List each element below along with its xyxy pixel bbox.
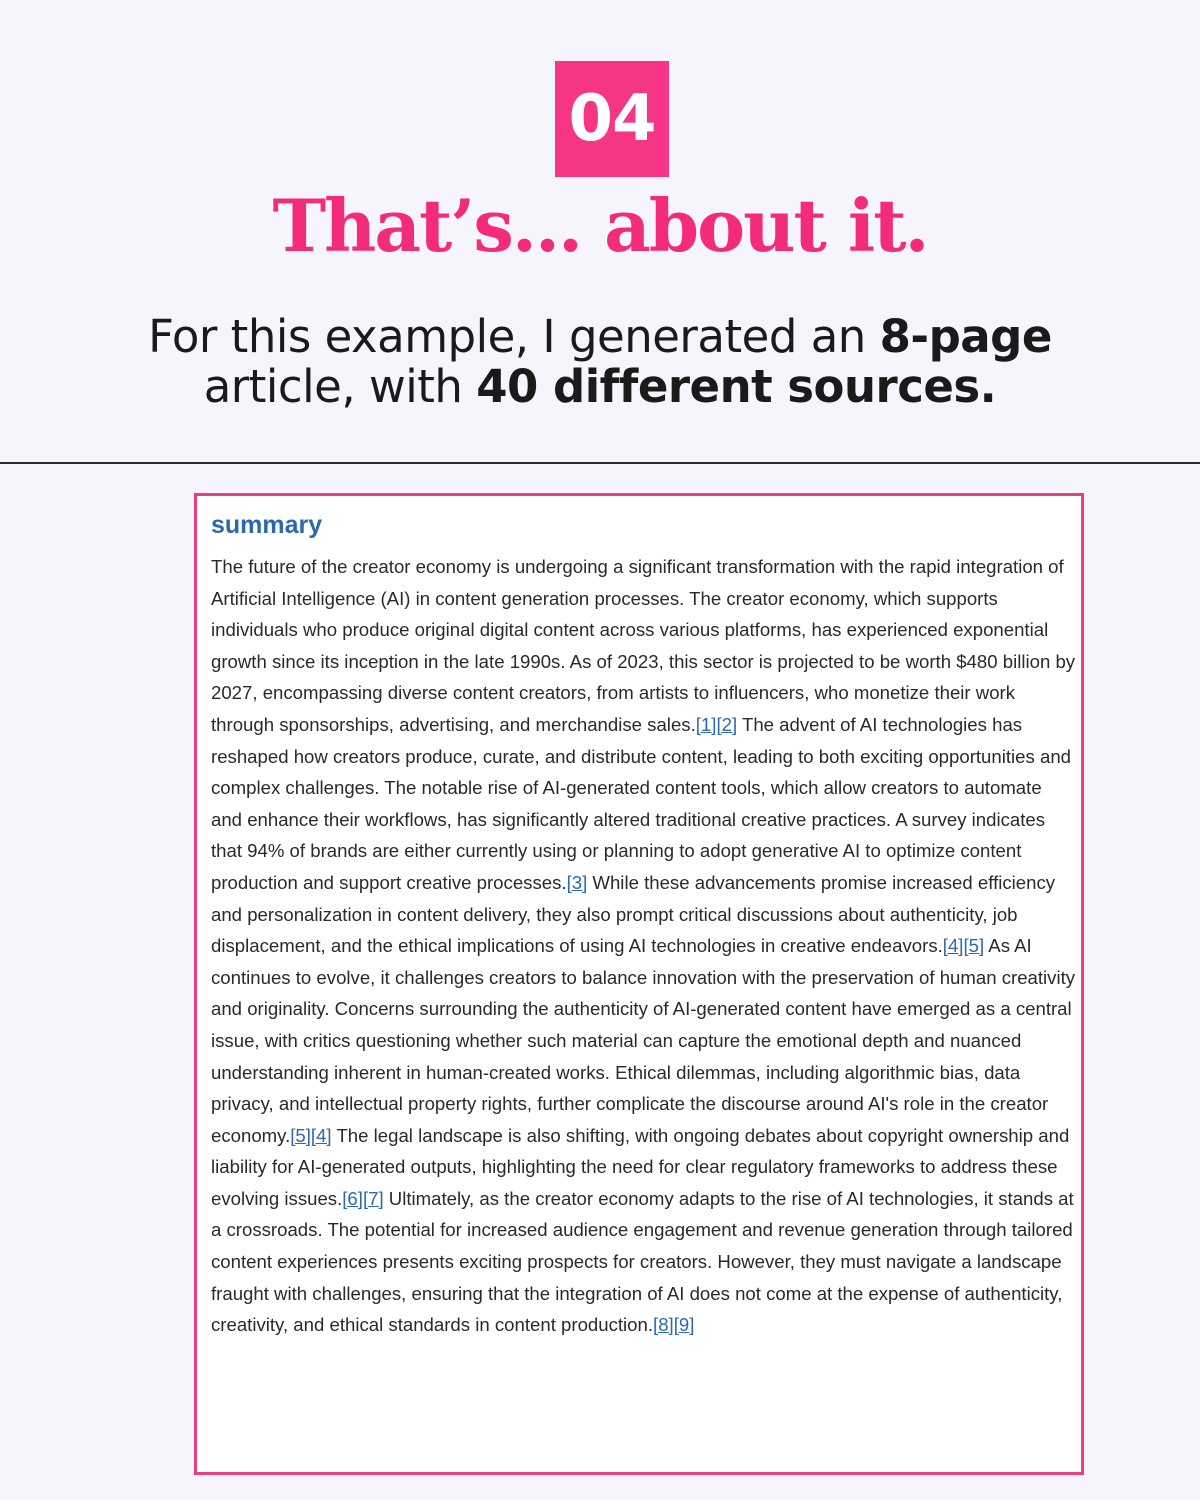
summary-segment: The legal landscape is also shifting, with ongoing debates about copyright ownership and liability for AI-generated outputs, highlighting the need for clear regulatory frameworks to address these evolving issues. [211,1124,1070,1209]
citation-link-4[interactable]: [4] [310,1124,332,1146]
citation-link-3[interactable]: [3] [566,871,588,893]
summary-card [194,493,1084,1475]
subhead-bold-source-count: 40 different sources. [476,360,997,413]
summary-title: summary [211,511,323,539]
subhead-text-1: For this example, I generated an [148,310,880,363]
citation-link-6[interactable]: [6] [342,1187,363,1209]
summary-body [211,551,1077,1341]
summary-segment: As AI continues to evolve, it challenges creators to balance innovation with the preservation of human creativity and originality. Concerns surrounding the authenticity of AI-generated content have emerged as a central issue, with critics questioning whether such material can capture the emotional depth and nuanced understanding inherent in human-created works. Ethical dilemmas, including algorithmic bias, data privacy, and intellectual property rights, further complicate the discourse around AI's role in the creator economy. [211,935,1076,1146]
summary-segment: The advent of AI technologies has reshaped how creators produce, curate, and distribute content, leading to both exciting opportunities and complex challenges. The notable rise of AI-generated content tools, which allow creators to automate and enhance their workflows, has significantly altered traditional creative practices. A survey indicates that 94% of brands are either currently using or planning to adopt generative AI to optimize content production and support creative processes. [211,713,1071,893]
citation-link-8[interactable]: [8] [653,1314,674,1336]
citation-link-5[interactable]: [5] [290,1124,311,1146]
subhead-text-2: article, with [203,360,477,413]
summary-segment: The future of the creator economy is undergoing a significant transformation with the rapid integration of Artificial Intelligence (AI) in content generation processes. The creator economy, which supports individuals who produce original digital content across various platforms, has experienced exponential growth since its inception in the late 1990s. As of 2023, this sector is projected to be worth $480 billion by 2027, encompassing diverse content creators, from artists to influencers, who monetize their work through sponsorships, advertising, and merchandise sales. [211,556,1076,735]
citation-link-7[interactable]: [7] [362,1187,384,1209]
section-divider [0,462,1200,464]
citation-link-2[interactable]: [2] [716,713,738,735]
citation-link-1[interactable]: [1] [695,713,717,735]
citation-link-9[interactable]: [9] [673,1314,695,1336]
subhead-bold-page-count: 8-page [879,310,1052,363]
summary-segment: Ultimately, as the creator economy adapts to the rise of AI technologies, it stands at a crossroads. The potential for increased audience engagement and revenue generation through tailored content experiences presents exciting prospects for creators. However, they must navigate a landscape fraught with challenges, ensuring that the integration of AI does not come at the expense of authenticity, creativity, and ethical standards in content production. [211,1187,1074,1336]
summary-segment: While these advancements promise increased efficiency and personalization in content delivery, they also prompt critical discussions about authenticity, job displacement, and the ethical implications of using AI technologies in creative endeavors. [211,871,1056,957]
headline: That’s... about it. [272,183,928,268]
citation-link-4[interactable]: [4] [942,935,964,957]
citation-link-5[interactable]: [5] [963,935,985,957]
step-number-badge: 04 [555,61,669,177]
subheadline [60,312,1140,412]
